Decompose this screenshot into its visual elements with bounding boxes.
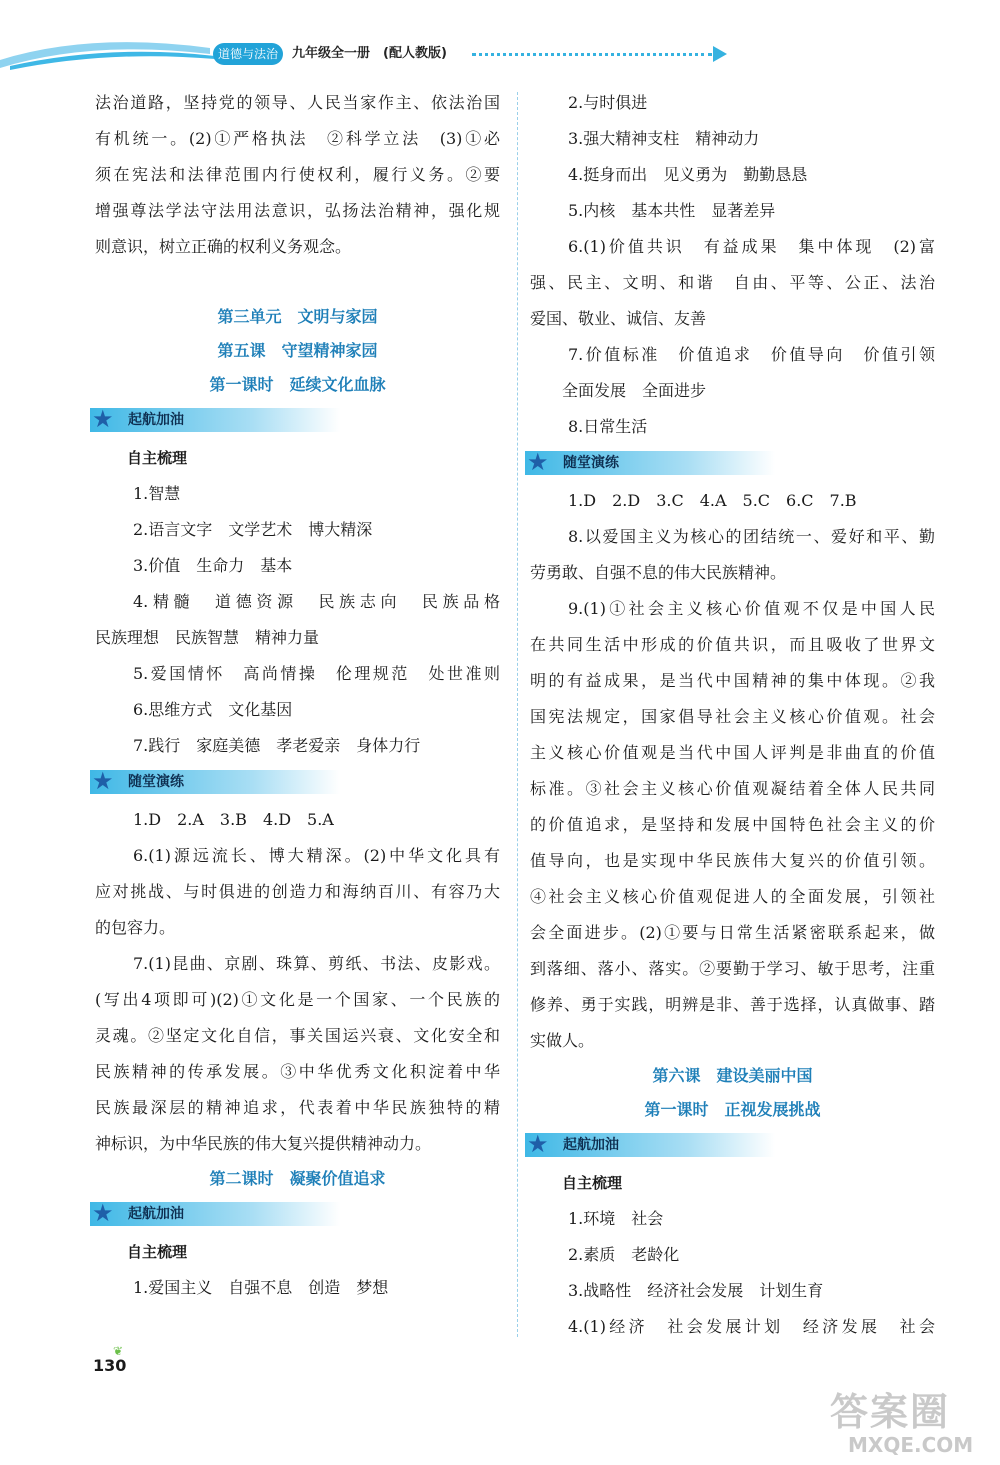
watermark bbox=[830, 1390, 1000, 1465]
answer-line: 国宪法规定，国家倡导社会主义核心价值观。社会 bbox=[530, 707, 935, 726]
subsection-heading: 自主梳理 bbox=[127, 1243, 188, 1261]
answer-line: 灵魂。②坚定文化自信，事关国运兴衰、文化安全和 bbox=[95, 1026, 500, 1045]
section-band-warmup bbox=[525, 1130, 775, 1158]
answer-line: 的包容力。 bbox=[95, 918, 176, 937]
page-number: 130 bbox=[93, 1356, 127, 1375]
left-column bbox=[92, 85, 500, 1306]
answer-line: 民族最深层的精神追求，代表着中华民族独特的精 bbox=[95, 1098, 500, 1117]
text-line: 增强尊法学法守法用法意识，弘扬法治精神，强化规 bbox=[95, 201, 500, 220]
answer-line: 1.环境 社会 bbox=[568, 1209, 664, 1228]
subsection-heading: 自主梳理 bbox=[127, 449, 188, 467]
text-line: 有机统一。(2)①严格执法 ②科学立法 (3)①必 bbox=[95, 129, 500, 148]
answer-line: 2.素质 老龄化 bbox=[568, 1245, 680, 1264]
answer-line: 民族精神的传承发展。③中华优秀文化积淀着中华 bbox=[95, 1062, 500, 1081]
section-band-warmup bbox=[90, 1199, 340, 1227]
star-icon: ★ bbox=[92, 1199, 114, 1227]
answer-line: 1.D 2.D 3.C 4.A 5.C 6.C 7.B bbox=[568, 491, 857, 510]
header-arrow-icon bbox=[713, 46, 727, 62]
star-icon: ★ bbox=[527, 1130, 549, 1158]
answer-line: 值导向，也是实现中华民族伟大复兴的价值引领。 bbox=[530, 851, 935, 870]
answer-line: 6.思维方式 文化基因 bbox=[133, 700, 293, 719]
header-subject-badge: 道德与法治 bbox=[213, 43, 283, 65]
answer-line: 4.(1)经济 社会发展计划 经济发展 社会 bbox=[568, 1317, 935, 1336]
answer-line: 8.以爱国主义为核心的团结统一、爱好和平、勤 bbox=[568, 527, 935, 546]
section-band-practice bbox=[90, 767, 340, 795]
answer-line: 7.践行 家庭美德 孝老爱亲 身体力行 bbox=[133, 736, 421, 755]
header-grade-label: 九年级全一册 (配人教版) bbox=[292, 46, 447, 61]
answer-line: 2.语言文字 文学艺术 博大精深 bbox=[133, 520, 373, 539]
answer-line: 全面发展 全面进步 bbox=[562, 381, 707, 400]
page-number-badge bbox=[93, 1346, 133, 1386]
answer-line: 1.智慧 bbox=[133, 484, 181, 503]
answer-line: 应对挑战、与时俱进的创造力和海纳百川、有容乃大 bbox=[95, 882, 500, 901]
answer-line: 9.(1)①社会主义核心价值观不仅是中国人民 bbox=[568, 599, 935, 618]
section-band-label: 起航加油 bbox=[128, 412, 184, 428]
answer-line: 8.日常生活 bbox=[568, 417, 648, 436]
subsection-heading: 自主梳理 bbox=[562, 1174, 623, 1192]
section-band-practice bbox=[525, 448, 775, 476]
answer-line: 标准。③社会主义核心价值观凝结着全体人民共同 bbox=[530, 779, 935, 798]
watermark-domain: MXQE.COM bbox=[848, 1433, 974, 1457]
answer-line: 的价值追求，是坚持和发展中国特色社会主义的价 bbox=[530, 815, 935, 834]
answer-line: 5.内核 基本共性 显著差异 bbox=[568, 201, 776, 220]
answer-line: 强、民主、文明、和谐 自由、平等、公正、法治 bbox=[530, 273, 935, 292]
answer-line: 1.爱国主义 自强不息 创造 梦想 bbox=[133, 1278, 389, 1297]
answer-line: 劳勇敢、自强不息的伟大民族精神。 bbox=[530, 563, 787, 582]
answer-line: 在共同生活中形成的价值共识，而且吸收了世界文 bbox=[530, 635, 935, 654]
text-line: 法治道路，坚持党的领导、人民当家作主、依法治国 bbox=[95, 93, 500, 112]
answer-line: 神标识，为中华民族的伟大复兴提供精神动力。 bbox=[95, 1134, 432, 1153]
section-band-label: 起航加油 bbox=[563, 1137, 619, 1153]
header-dotted-line bbox=[472, 53, 712, 56]
star-icon: ★ bbox=[92, 767, 114, 795]
lesson-title: 第六课 建设美丽中国 bbox=[652, 1066, 813, 1085]
star-icon: ★ bbox=[527, 448, 549, 476]
answer-line: 4.挺身而出 见义勇为 勤勤恳恳 bbox=[568, 165, 808, 184]
answer-line: 到落细、落小、落实。②要勤于学习、敏于思考，注重 bbox=[530, 959, 935, 978]
section-band-warmup bbox=[90, 405, 340, 433]
section-band-label: 随堂演练 bbox=[563, 455, 619, 471]
section-band-label: 起航加油 bbox=[128, 1206, 184, 1222]
answer-line: 实做人。 bbox=[530, 1031, 595, 1050]
answer-line: 6.(1)价值共识 有益成果 集中体现 (2)富 bbox=[568, 237, 935, 256]
star-icon: ★ bbox=[92, 405, 114, 433]
answer-line: 修养、勇于实践，明辨是非、善于选择，认真做事、踏 bbox=[530, 995, 935, 1014]
text-line: 则意识，树立正确的权利义务观念。 bbox=[95, 237, 352, 256]
answer-line: 7.价值标准 价值追求 价值导向 价值引领 bbox=[568, 345, 935, 364]
column-divider bbox=[517, 92, 518, 1337]
answer-line: 民族理想 民族智慧 精神力量 bbox=[95, 628, 320, 647]
answer-line: ④社会主义核心价值观促进人的全面发展，引领社 bbox=[530, 887, 935, 906]
answer-line: 2.与时俱进 bbox=[568, 93, 648, 112]
answer-line: 3.价值 生命力 基本 bbox=[133, 556, 293, 575]
lesson-title: 第五课 守望精神家园 bbox=[217, 341, 378, 360]
answer-line: 1.D 2.A 3.B 4.D 5.A bbox=[133, 810, 334, 829]
answer-line: 明的有益成果，是当代中国精神的集中体现。②我 bbox=[530, 671, 935, 690]
answer-line: 会全面进步。(2)①要与日常生活紧密联系起来，做 bbox=[530, 923, 935, 942]
right-column bbox=[527, 85, 935, 1345]
answer-line: 主义核心价值观是当代中国人评判是非曲直的价值 bbox=[530, 743, 935, 762]
leaf-icon: ❦ bbox=[113, 1344, 124, 1358]
answer-line: 4.精髓 道德资源 民族志向 民族品格 bbox=[133, 592, 500, 611]
answer-line: 6.(1)源远流长、博大精深。(2)中华文化具有 bbox=[133, 846, 500, 865]
answer-line: (写出4项即可)(2)①文化是一个国家、一个民族的 bbox=[95, 990, 500, 1009]
answer-line: 3.强大精神支柱 精神动力 bbox=[568, 129, 760, 148]
answer-line: 5.爱国情怀 高尚情操 伦理规范 处世准则 bbox=[133, 664, 500, 683]
period-title: 第一课时 正视发展挑战 bbox=[644, 1100, 821, 1119]
unit-title: 第三单元 文明与家园 bbox=[217, 307, 378, 326]
answer-line: 7.(1)昆曲、京剧、珠算、剪纸、书法、皮影戏。 bbox=[133, 954, 500, 973]
section-band-label: 随堂演练 bbox=[128, 774, 184, 790]
watermark-text: 答案圈 bbox=[830, 1390, 951, 1434]
answer-line: 3.战略性 经济社会发展 计划生育 bbox=[568, 1281, 824, 1300]
period-title: 第二课时 凝聚价值追求 bbox=[209, 1169, 386, 1188]
text-line: 须在宪法和法律范围内行使权利，履行义务。②要 bbox=[95, 165, 500, 184]
period-title: 第一课时 延续文化血脉 bbox=[209, 375, 386, 394]
answer-line: 爱国、敬业、诚信、友善 bbox=[530, 309, 707, 328]
